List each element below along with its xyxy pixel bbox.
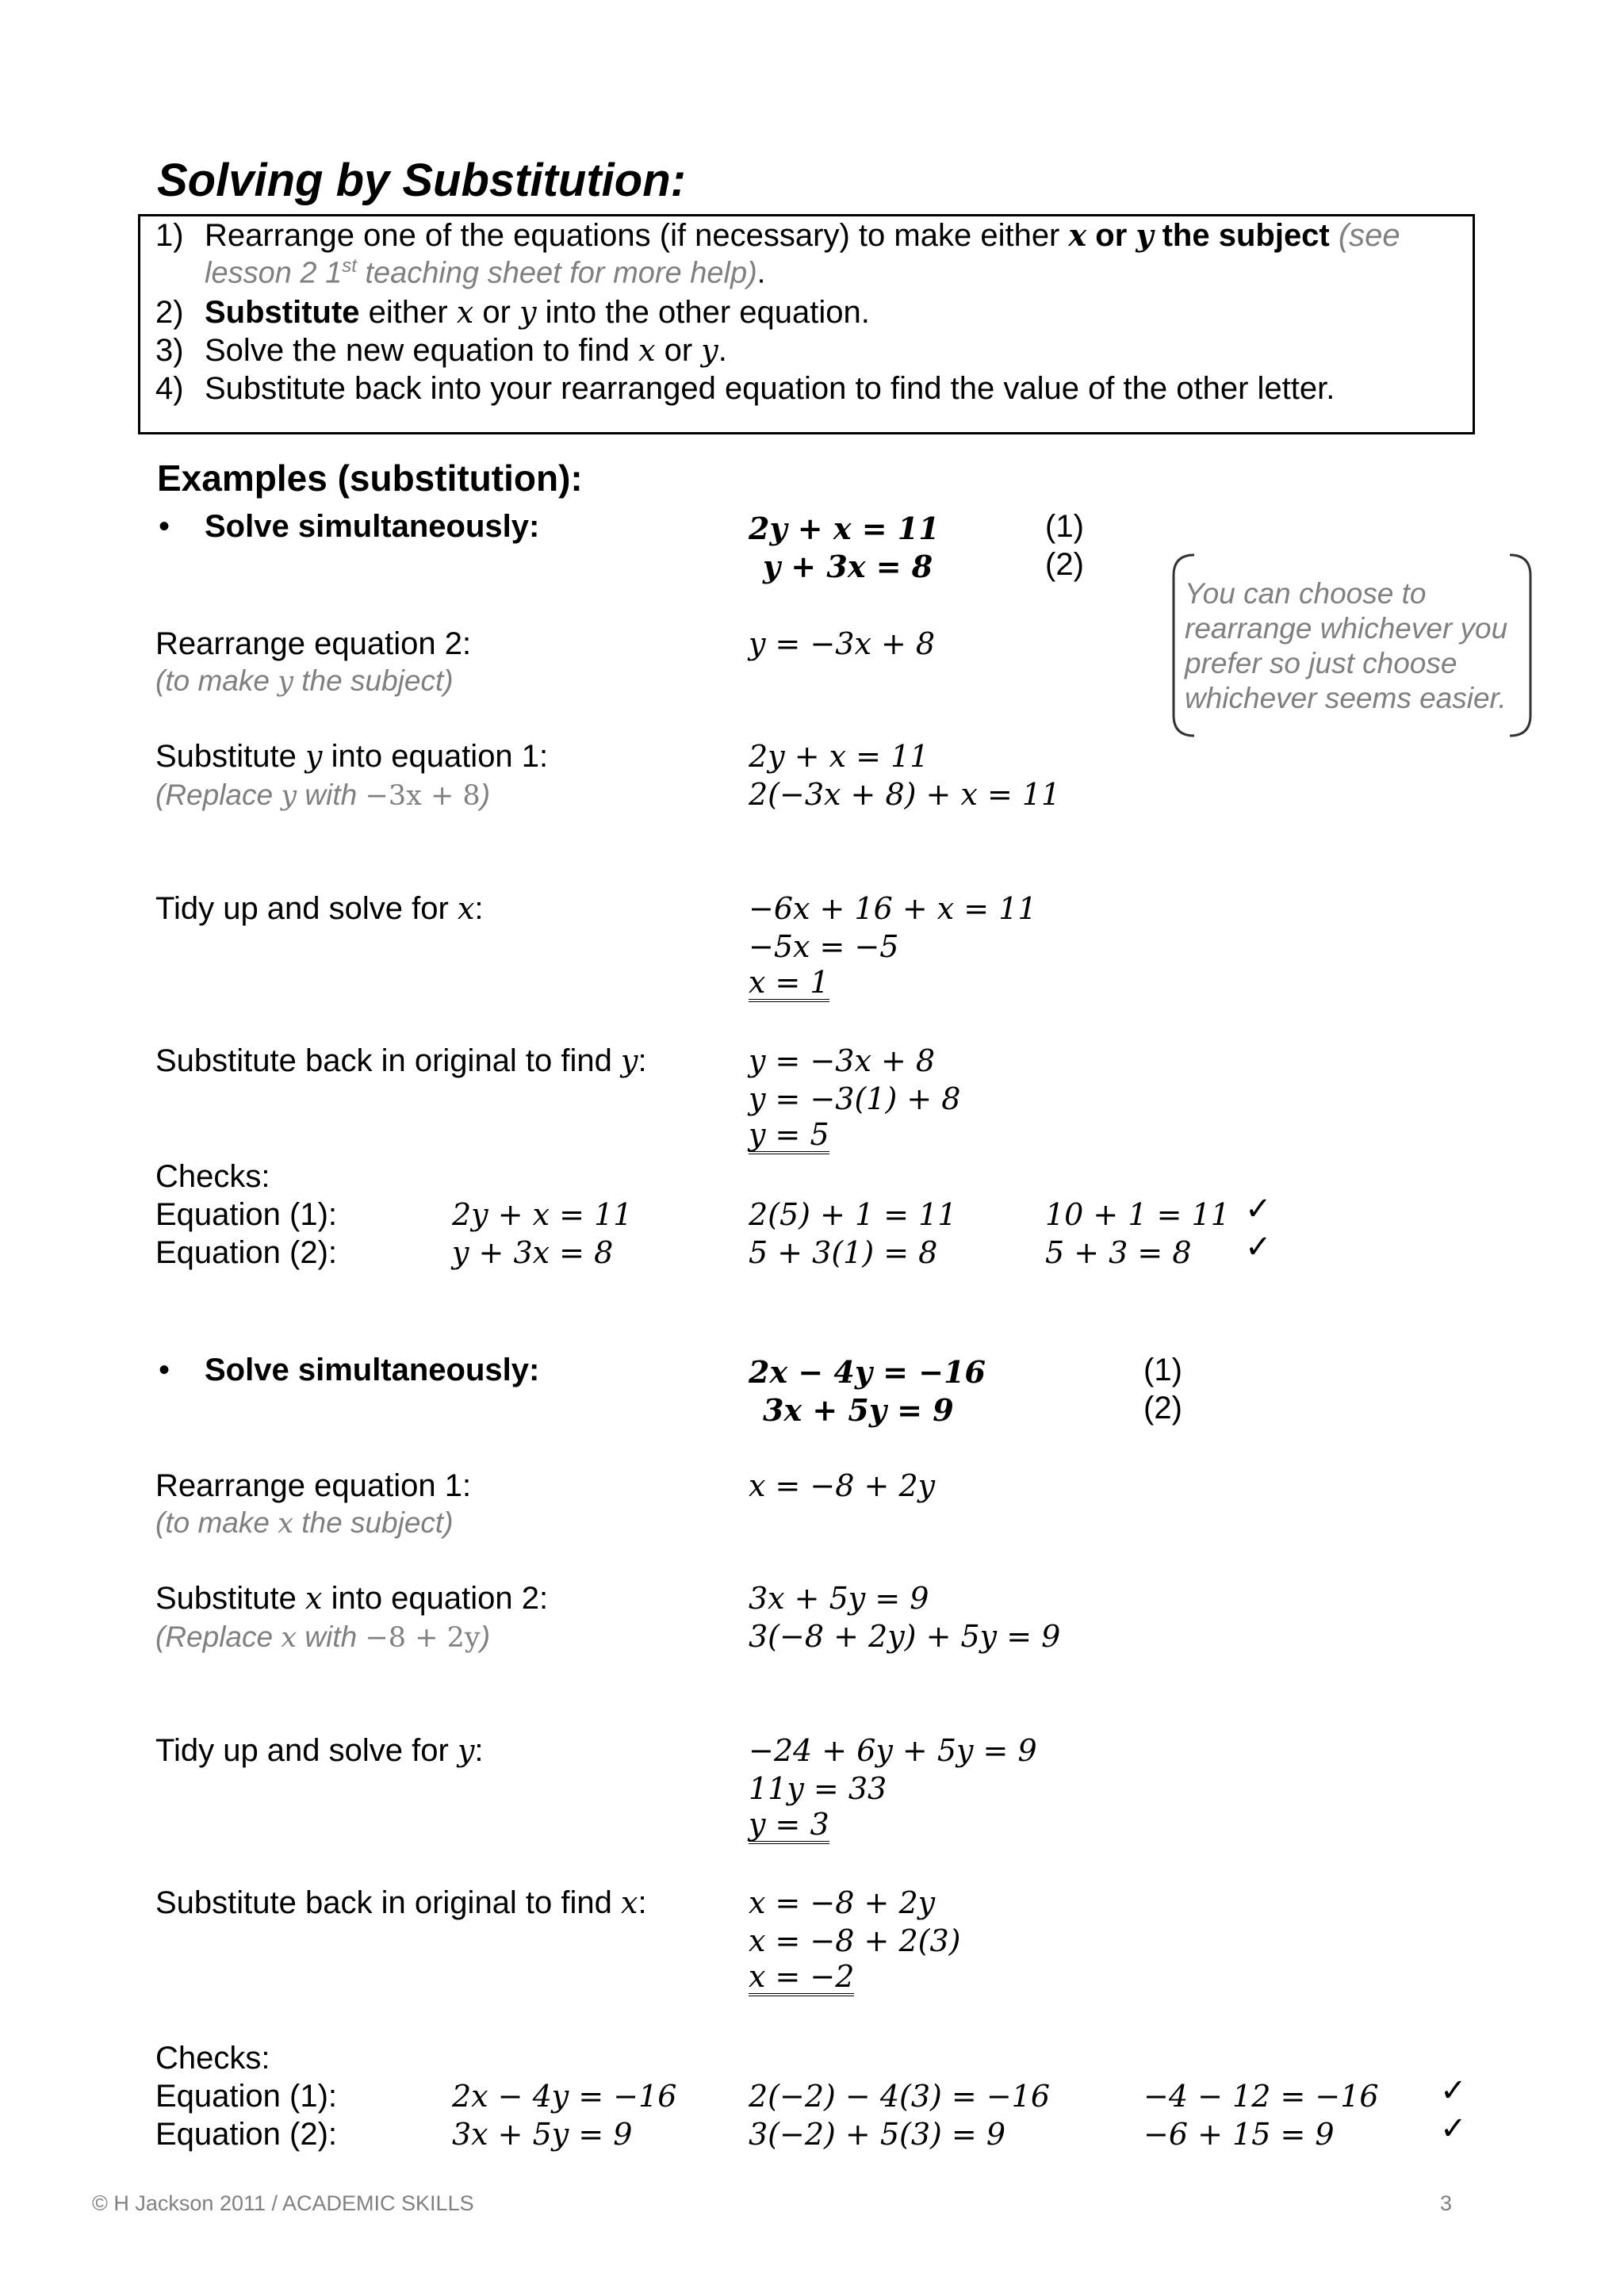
ex1-check1-label: Equation (1): xyxy=(155,1197,338,1232)
ex2-check2-eq: 3x + 5y = 9 xyxy=(452,2117,633,2152)
ex1-sub-eq2: 2(−3x + 8) + x = 11 xyxy=(749,777,1061,812)
ex1-rearrange-label: Rearrange equation 2: xyxy=(155,626,472,661)
ex2-back-eq2: x = −8 + 2(3) xyxy=(749,1923,961,1958)
ex2-sub-label: Substitute x into equation 2: xyxy=(155,1581,549,1616)
ex2-tidy-eq2: 11y = 33 xyxy=(749,1771,887,1806)
callout-line-1: You can choose to xyxy=(1185,577,1427,610)
ex1-rearrange-note: (to make y the subject) xyxy=(155,664,454,698)
examples-heading: Examples (substitution): xyxy=(157,457,583,499)
footer-copyright: © H Jackson 2011 / ACADEMIC SKILLS xyxy=(92,2191,474,2215)
ex2-solve-label: Solve simultaneously: xyxy=(205,1353,540,1387)
ex1-checks-label: Checks: xyxy=(155,1159,270,1194)
page-number: 3 xyxy=(1440,2191,1453,2215)
ex1-tidy-eq2: −5x = −5 xyxy=(749,929,899,964)
ex1-eq1-tag: (1) xyxy=(1045,509,1084,544)
ex2-back-answer: x = −2 xyxy=(749,1961,854,1996)
ex1-check2-tick-icon: ✓ xyxy=(1245,1229,1272,1265)
ex1-check2-label: Equation (2): xyxy=(155,1235,338,1270)
ex2-eq1: 2x − 4y = −16 xyxy=(749,1354,986,1390)
ex2-rearrange-note: (to make x the subject) xyxy=(155,1506,454,1540)
ex1-bullet: • xyxy=(159,509,170,544)
ex1-back-eq1: y = −3x + 8 xyxy=(749,1043,936,1078)
ex1-eq2-tag: (2) xyxy=(1045,547,1084,582)
ex1-check1-eq: 2y + x = 11 xyxy=(452,1197,633,1232)
ex1-back-answer: y = 5 xyxy=(749,1119,829,1154)
ex1-tidy-label: Tidy up and solve for x: xyxy=(155,891,484,926)
ex1-back-label: Substitute back in original to find y: xyxy=(155,1043,647,1078)
ex2-back-eq1: x = −8 + 2y xyxy=(749,1885,936,1920)
ex2-check2-sub: 3(−2) + 5(3) = 9 xyxy=(749,2117,1006,2152)
ex1-check2-result: 5 + 3 = 8 xyxy=(1045,1235,1192,1270)
ex1-eq2: y + 3x = 8 xyxy=(763,549,933,584)
page-title: Solving by Substitution: xyxy=(157,155,686,206)
ex2-eq2-tag: (2) xyxy=(1143,1391,1182,1425)
ex1-check2-eq: y + 3x = 8 xyxy=(452,1235,614,1270)
ex1-eq1: 2y + x = 11 xyxy=(749,511,940,546)
step-3: 3) Solve the new equation to find x or y. xyxy=(155,333,727,368)
callout-line-3: prefer so just choose xyxy=(1185,647,1457,679)
ex2-check1-label: Equation (1): xyxy=(155,2079,338,2114)
ex2-tidy-answer: y = 3 xyxy=(749,1809,829,1844)
ex2-check1-sub: 2(−2) − 4(3) = −16 xyxy=(749,2079,1051,2114)
ex2-check1-result: −4 − 12 = −16 xyxy=(1143,2079,1379,2114)
ex2-back-label: Substitute back in original to find x: xyxy=(155,1885,647,1920)
ex2-eq2: 3x + 5y = 9 xyxy=(763,1392,954,1428)
ex1-sub-note: (Replace y with −3x + 8) xyxy=(155,779,491,812)
callout-line-2: rearrange whichever you xyxy=(1185,612,1508,645)
ex1-check1-tick-icon: ✓ xyxy=(1245,1191,1272,1227)
ex2-checks-label: Checks: xyxy=(155,2041,270,2076)
ex1-tidy-answer: x = 1 xyxy=(749,967,829,1002)
ex1-rearrange-eq: y = −3x + 8 xyxy=(749,626,936,661)
ex1-sub-label: Substitute y into equation 1: xyxy=(155,739,549,774)
ex2-bullet: • xyxy=(159,1353,170,1387)
ex2-sub-eq2: 3(−8 + 2y) + 5y = 9 xyxy=(749,1619,1061,1654)
step-1-continued: lesson 2 1st teaching sheet for more help). xyxy=(205,255,766,290)
ex1-check1-sub: 2(5) + 1 = 11 xyxy=(749,1197,957,1232)
ex2-rearrange-label: Rearrange equation 1: xyxy=(155,1468,472,1503)
ex2-eq1-tag: (1) xyxy=(1143,1353,1182,1387)
ex2-tidy-label: Tidy up and solve for y: xyxy=(155,1733,484,1768)
ex2-sub-note: (Replace x with −8 + 2y) xyxy=(155,1621,491,1654)
ex1-sub-eq1: 2y + x = 11 xyxy=(749,739,929,774)
ex1-check1-result: 10 + 1 = 11 xyxy=(1045,1197,1230,1232)
ex2-check2-result: −6 + 15 = 9 xyxy=(1143,2117,1335,2152)
ex1-back-eq2: y = −3(1) + 8 xyxy=(749,1081,961,1116)
ex1-check2-sub: 5 + 3(1) = 8 xyxy=(749,1235,938,1270)
ex1-tidy-eq1: −6x + 16 + x = 11 xyxy=(749,891,1037,926)
step-4: 4) Substitute back into your rearranged equation to find the value of the other letter. xyxy=(155,371,1335,406)
step-2: 2) Substitute either x or y into the other equation. xyxy=(155,295,870,330)
ex2-check1-tick-icon: ✓ xyxy=(1440,2072,1467,2109)
ex2-check2-tick-icon: ✓ xyxy=(1440,2110,1467,2147)
ex1-solve-label: Solve simultaneously: xyxy=(205,509,540,544)
callout-line-4: whichever seems easier. xyxy=(1185,682,1507,714)
step-1: 1) Rearrange one of the equations (if necessary) to make either x or y the subject (see xyxy=(155,217,1400,253)
ex2-rearrange-eq: x = −8 + 2y xyxy=(749,1468,936,1503)
ex2-check1-eq: 2x − 4y = −16 xyxy=(452,2079,677,2114)
ex2-check2-label: Equation (2): xyxy=(155,2117,338,2152)
ex2-sub-eq1: 3x + 5y = 9 xyxy=(749,1581,929,1616)
ex2-tidy-eq1: −24 + 6y + 5y = 9 xyxy=(749,1733,1037,1768)
